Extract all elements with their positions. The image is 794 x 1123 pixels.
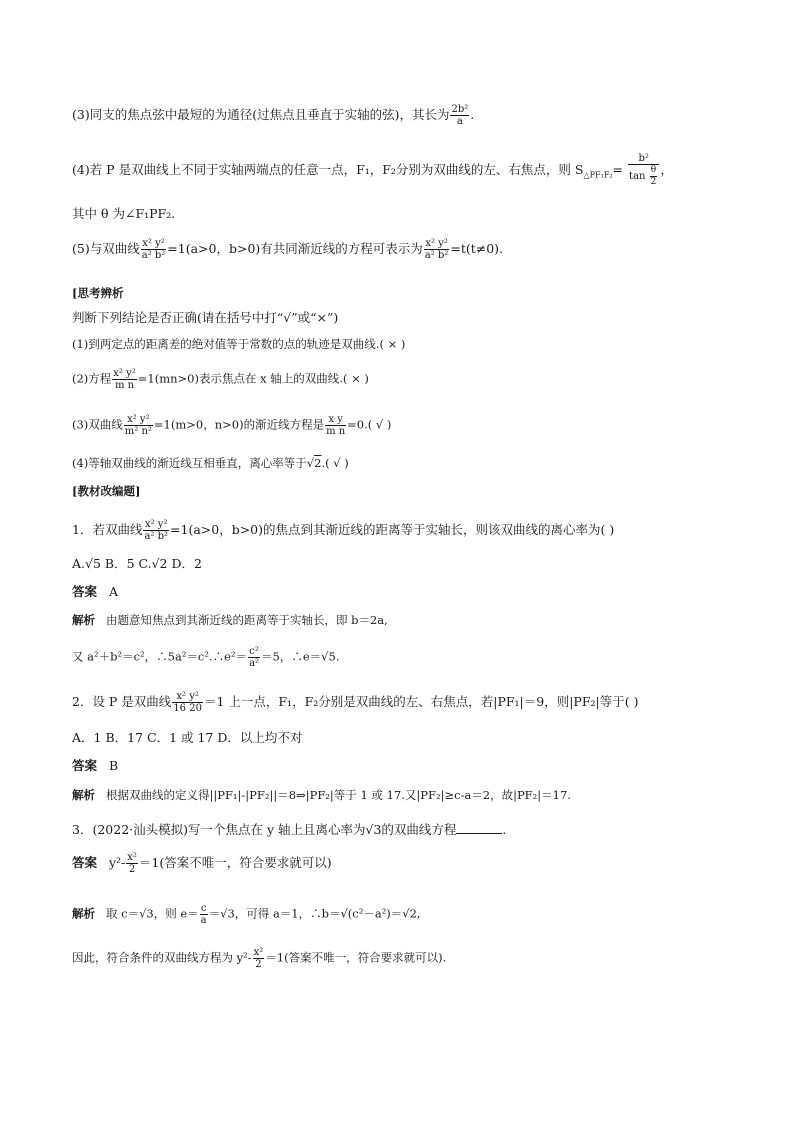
think-q4: (4)等轴双曲线的渐近线互相垂直，离心率等于√2.( √ )	[72, 456, 349, 470]
answer-fraction	[126, 852, 138, 875]
think-q2-end: =1(mn>0)表示焦点在 x 轴上的双曲线.( × )	[137, 371, 369, 386]
p1-fraction	[143, 519, 169, 542]
fraction-numerator: x² y²	[425, 238, 448, 249]
fraction-denominator: 2	[253, 958, 265, 970]
fraction-numerator: x² y²	[176, 691, 199, 702]
think-q3	[72, 414, 391, 437]
think-q2-text: (2)方程	[72, 371, 112, 386]
problem-1-text: 1．若双曲线	[72, 522, 143, 537]
asymptote-fraction	[424, 238, 450, 261]
item-4-end: ，	[660, 162, 673, 177]
answer-label: 答案	[72, 584, 98, 599]
fraction-numerator: x² y²	[142, 238, 165, 249]
fraction-denominator: a	[450, 115, 469, 127]
answer-blank[interactable]	[456, 821, 502, 834]
item-3	[72, 104, 474, 127]
item-5-end: =t(t≠0).	[450, 241, 504, 256]
fraction-denominator: m n	[112, 379, 137, 391]
fraction-denominator: 16 20	[173, 703, 202, 714]
fraction-numerator: x² y²	[144, 519, 168, 530]
item-4-text: (4)若 P 是双曲线上不同于实轴两端点的任意一点，F₁，F₂分别为双曲线的左、右焦点，则 S	[72, 162, 584, 177]
problem-2-end: ＝1 上一点，F₁，F₂分别是双曲线的左、右焦点，若|PF₁|＝9，则|PF₂|等于( )	[203, 694, 639, 709]
focal-area-fraction	[628, 153, 659, 188]
answer-value: B	[108, 758, 119, 773]
problem-1-solution-2	[72, 646, 339, 669]
hyperbola-fraction	[141, 238, 167, 261]
fraction-numerator: x² y²	[127, 414, 150, 425]
e-squared-fraction	[248, 646, 260, 669]
solution-line-1-end: ＝√3，可得 a＝1，∴b＝√(c²－a²)＝√2,	[208, 906, 421, 921]
fraction-denominator	[628, 164, 659, 188]
think-q3-middle: =1(m>0，n>0)的渐近线方程是	[153, 417, 325, 432]
think-q2	[72, 368, 369, 391]
problem-2-answer	[72, 758, 118, 774]
fraction-numerator: c²	[249, 646, 259, 657]
problem-2-text: 2．设 P 是双曲线	[72, 694, 172, 709]
p2-fraction	[172, 691, 203, 714]
item-3-end: .	[470, 107, 475, 122]
answer-label: 答案	[72, 855, 98, 870]
fraction-numerator: x² y²	[113, 368, 136, 379]
problem-1-answer	[72, 584, 118, 600]
q2-fraction	[112, 368, 137, 391]
item-5	[72, 238, 503, 261]
solution-line-1-text: 取 c＝√3，则 e＝	[105, 906, 199, 921]
problem-1-options: A.√5 B．5 C.√2 D．2	[72, 556, 202, 571]
e-fraction	[200, 903, 208, 926]
item-5-middle: =1(a>0，b>0)有共同渐近线的方程可表示为	[167, 241, 423, 256]
solution-text: 根据双曲线的定义得||PF₁|-|PF₂||＝8⇒|PF₂|等于 1 或 17.又|PF₂|≥c-a＝2，故|PF₂|＝17.	[105, 788, 571, 802]
solution-line-2-end: ＝5，∴e＝√5.	[261, 649, 340, 664]
q3-asymptote-fraction	[325, 414, 346, 437]
answer-label: 答案	[72, 758, 98, 773]
fraction-numerator: c	[200, 903, 207, 914]
think-q4-end: .( √ )	[321, 456, 349, 470]
problem-2-solution	[72, 787, 571, 803]
problem-3-text: 3．(2022·汕头模拟)写一个焦点在 y 轴上且离心率为√3的双曲线方程	[72, 822, 457, 837]
problem-2-options: A．1 B．17 C．1 或 17 D．以上均不对	[72, 730, 303, 745]
area-subscript: △PF₁F₂	[583, 170, 613, 180]
solution-label: 解析	[72, 906, 95, 921]
item-4-equals: =	[612, 162, 624, 177]
answer-prefix: y²-	[108, 855, 126, 870]
result-fraction	[253, 947, 265, 970]
answer-suffix: ＝1(答案不唯一，符合要求就可以)	[138, 855, 332, 870]
fraction-denominator: a² b²	[141, 250, 166, 261]
problem-3	[72, 821, 506, 838]
solution-line-2-text: 因此，符合条件的双曲线方程为 y²-	[72, 950, 252, 965]
problem-2	[72, 691, 638, 714]
problem-1	[72, 519, 614, 542]
solution-line-2-text: 又 a²＋b²＝c²，∴5a²＝c².∴e²＝	[72, 649, 248, 664]
fraction-numerator: x²	[253, 947, 264, 958]
fraction-denominator: a² b²	[424, 250, 449, 261]
fraction-numerator: x²	[127, 852, 137, 863]
fraction-denominator: a² b²	[144, 531, 169, 542]
solution-label: 解析	[72, 613, 95, 627]
fraction-numerator: 2b²	[451, 104, 469, 115]
tan-label: tan	[629, 171, 646, 182]
fraction-denominator: a²	[249, 658, 260, 669]
problem-1-solution	[72, 612, 388, 628]
fraction-numerator: b²	[638, 153, 649, 164]
problem-3-solution-2	[72, 947, 446, 970]
think-q1: (1)到两定点的距离差的绝对值等于常数的点的轨迹是双曲线.( × )	[72, 337, 406, 351]
two: 2	[650, 177, 657, 187]
fraction-denominator: m n	[326, 426, 346, 437]
fraction-numerator: x y	[328, 414, 343, 425]
solution-label: 解析	[72, 788, 95, 802]
think-q3-text: (3)双曲线	[72, 417, 123, 432]
problem-3-end: .	[502, 822, 507, 837]
fraction-denominator: a	[200, 915, 207, 926]
fraction-denominator: 2	[126, 863, 138, 875]
think-q3-end: =0.( √ )	[347, 417, 392, 432]
item-4-note: 其中 θ 为∠F₁PF₂.	[72, 206, 176, 221]
problem-3-solution	[72, 903, 421, 926]
item-4	[72, 153, 673, 188]
q3-fraction	[124, 414, 153, 437]
think-intro: 判断下列结论是否正确(请在括号中打“√”或“×”)	[72, 310, 339, 325]
latus-rectum-fraction	[450, 104, 469, 127]
think-q4-text: (4)等轴双曲线的渐近线互相垂直，离心率等于	[72, 456, 307, 470]
item-3-text: (3)同支的焦点弦中最短的为通径(过焦点且垂直于实轴的弦)，其长为	[72, 107, 450, 122]
textbook-heading: [教材改编题]	[72, 484, 141, 498]
think-heading: [思考辨析	[72, 286, 124, 300]
solution-line-1: 由题意知焦点到其渐近线的距离等于实轴长，即 b＝2a,	[105, 613, 388, 627]
sqrt-radicand: 2	[314, 456, 322, 470]
answer-value: A	[108, 584, 118, 599]
fraction-denominator: m² n²	[124, 426, 152, 437]
problem-3-answer	[72, 852, 332, 875]
problem-1-end: =1(a>0，b>0)的焦点到其渐近线的距离等于实轴长，则该双曲线的离心率为( )	[170, 522, 615, 537]
item-5-text: (5)与双曲线	[72, 241, 140, 256]
theta: θ	[650, 165, 657, 175]
solution-line-2-end: ＝1(答案不唯一，符合要求就可以).	[265, 950, 447, 965]
